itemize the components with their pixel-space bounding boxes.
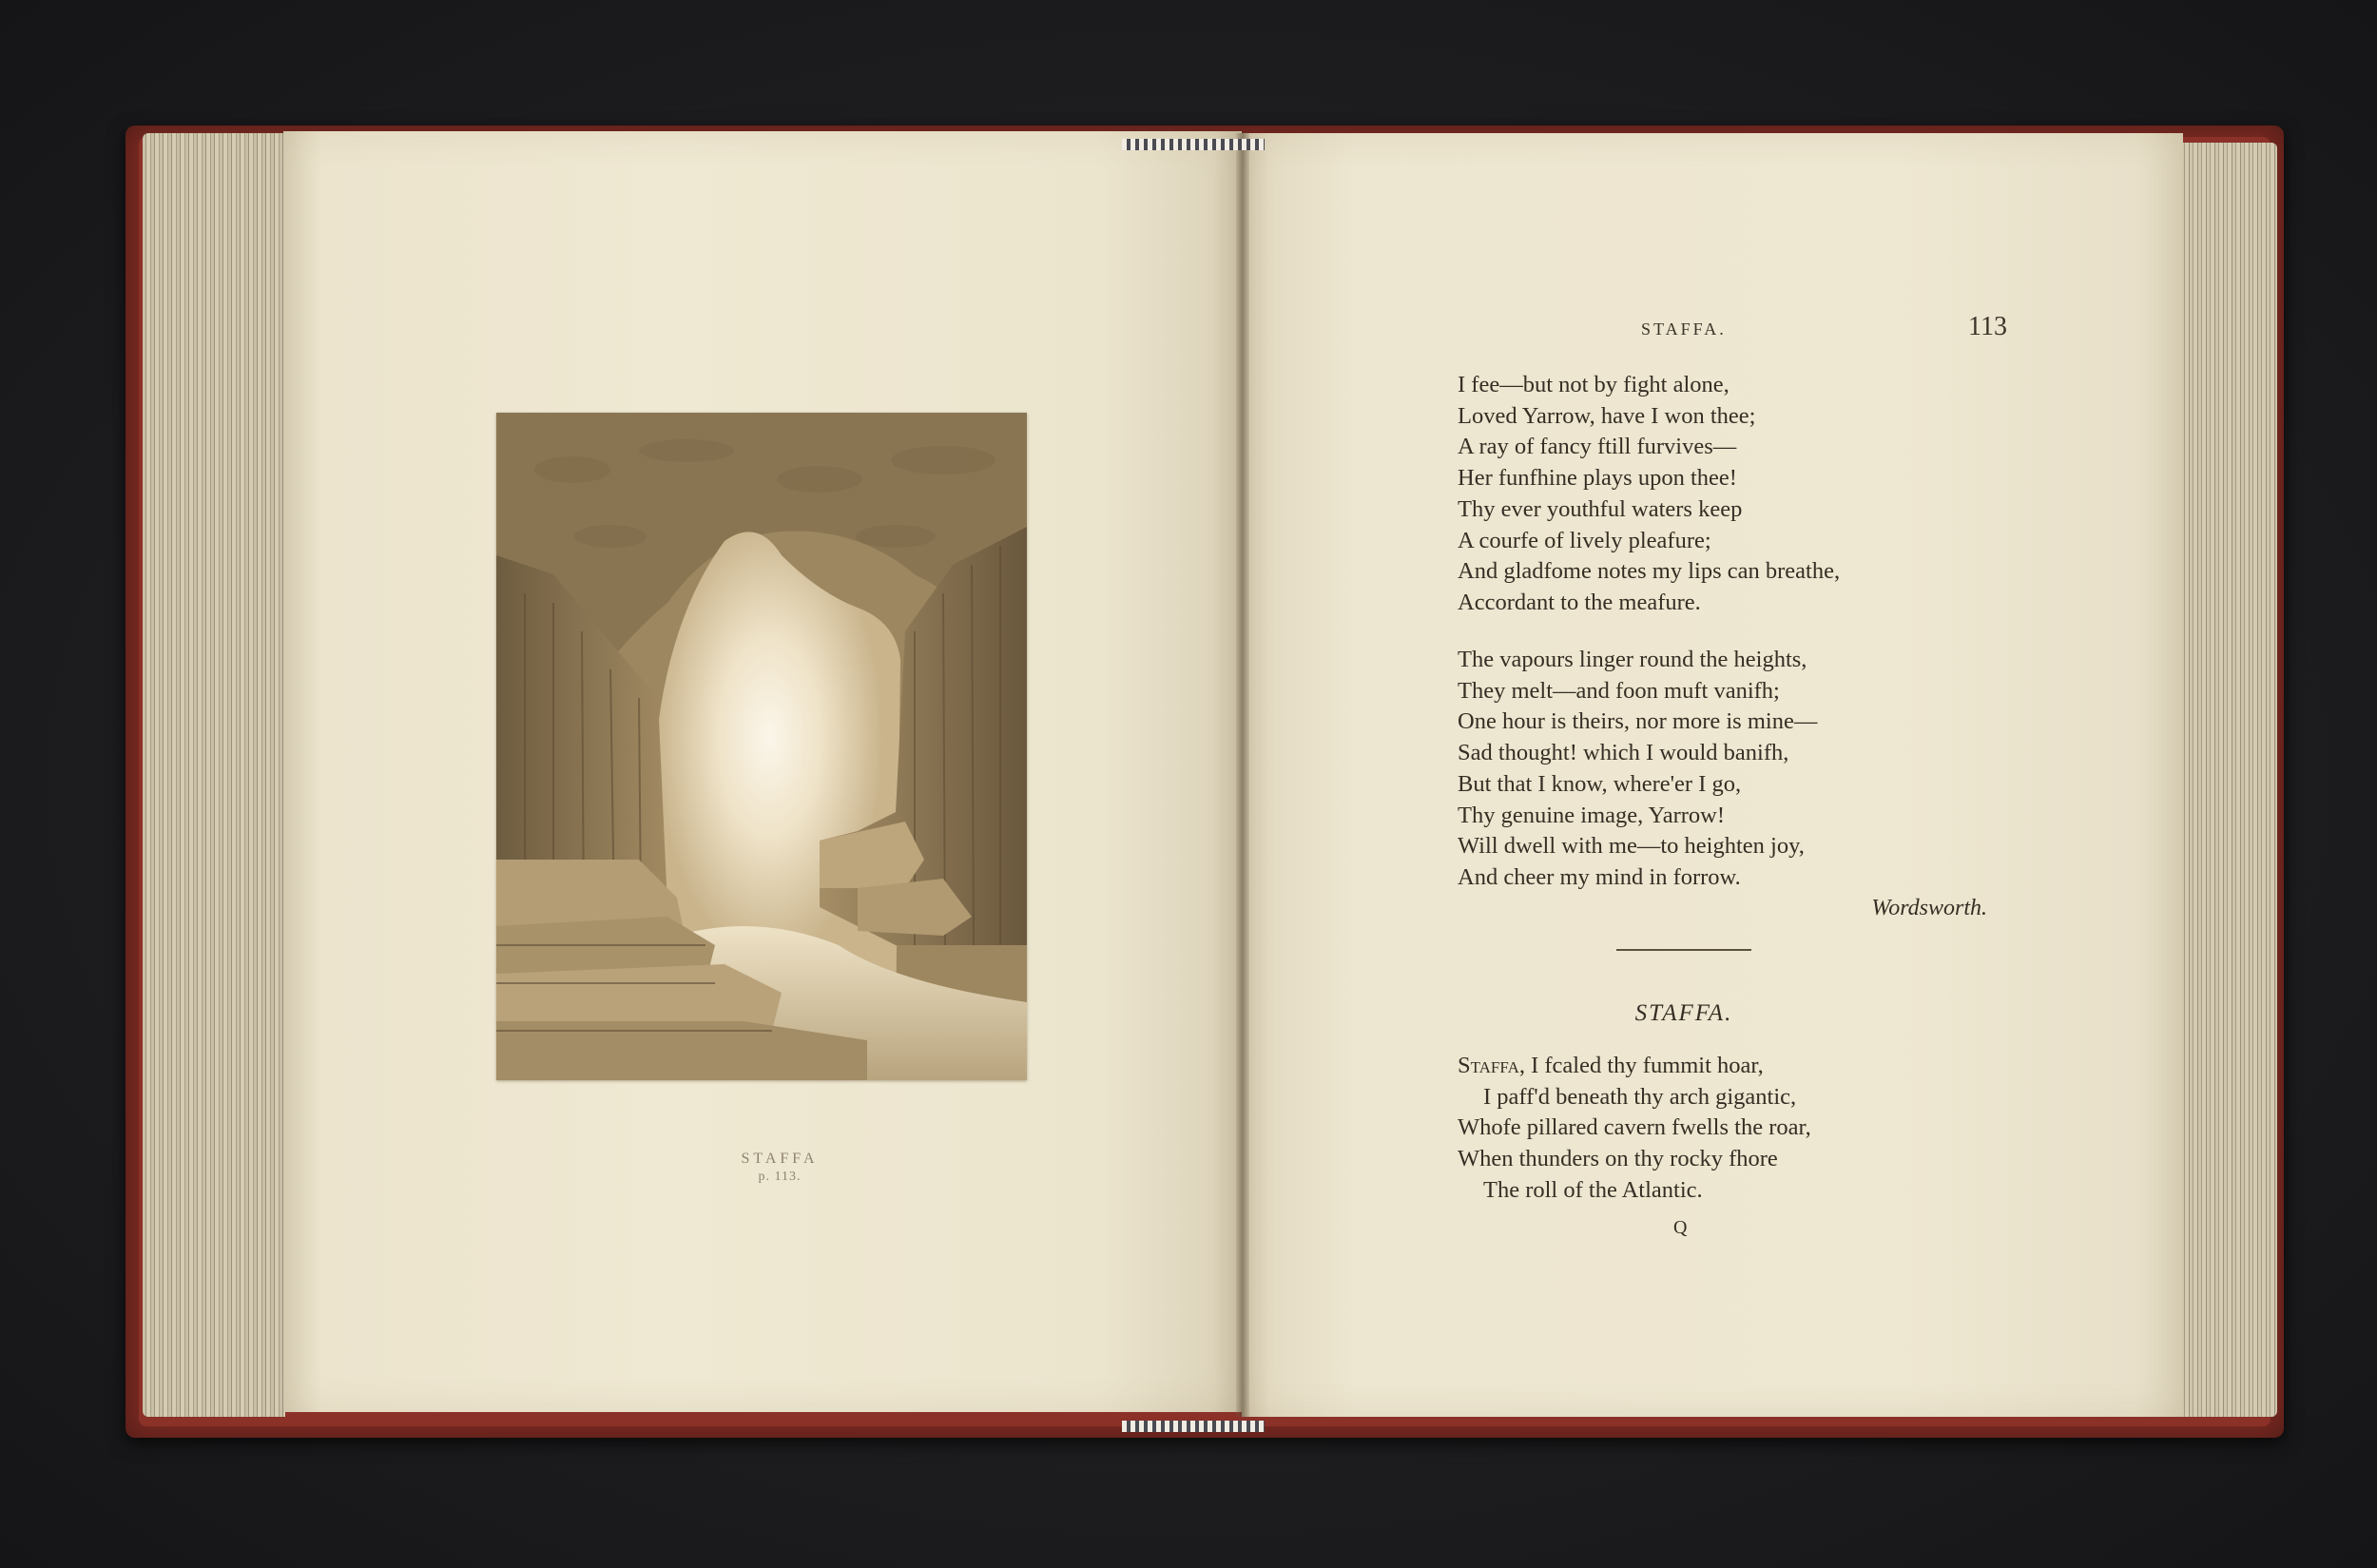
first-line-rest: , I fcaled thy fummit hoar,	[1518, 1053, 1764, 1078]
left-page-stack	[143, 133, 285, 1417]
plate-caption	[685, 1151, 875, 1185]
poem-line: A courfe of lively pleafure;	[1458, 527, 1711, 553]
poem-line: One hour is theirs, nor more is mine—	[1458, 708, 1818, 735]
stanza-3	[1458, 1051, 1811, 1207]
poem-line: The roll of the Atlantic.	[1483, 1176, 1703, 1203]
poem-line: They melt—and foon muft vanifh;	[1458, 677, 1780, 704]
plate-caption-title: STAFFA	[741, 1151, 819, 1167]
first-word-smallcaps: Staffa	[1458, 1053, 1519, 1078]
spine-thread-bottom	[1122, 1421, 1265, 1432]
poem-line: And cheer my mind in forrow.	[1458, 863, 1741, 890]
poem-line: But that I know, where'er I go,	[1458, 770, 1742, 797]
poem-line: The vapours linger round the heights,	[1458, 647, 1807, 672]
poem-line-first	[1458, 1051, 1811, 1082]
poem-line: Thy ever youthful waters keep	[1458, 495, 1743, 522]
running-head: STAFFA.	[1641, 319, 1727, 339]
book-gutter	[1236, 133, 1249, 1417]
cave-photo-image	[496, 413, 1027, 1080]
poem-line: Whofe pillared cavern fwells the roar,	[1458, 1114, 1811, 1141]
poem-line: Sad thought! which I would banifh,	[1458, 740, 1789, 766]
poem-line: I paff'd beneath thy arch gigantic,	[1483, 1083, 1797, 1110]
poem-line: Thy genuine image, Yarrow!	[1458, 802, 1726, 828]
poem-line: A ray of fancy ftill furvives—	[1458, 434, 1737, 460]
stanza-2	[1458, 645, 1817, 894]
signature-mark: Q	[1673, 1217, 1688, 1238]
section-rule	[1616, 949, 1751, 951]
poem-title: STAFFA.	[1634, 1000, 1733, 1026]
right-page-stack	[2168, 143, 2277, 1417]
poem-line: Loved Yarrow, have I won thee;	[1458, 402, 1756, 429]
poem-line: When thunders on thy rocky fhore	[1458, 1146, 1778, 1172]
poem-line: And gladfome notes my lips can breathe,	[1458, 558, 1841, 585]
spine-thread-top	[1122, 139, 1265, 150]
attribution: Wordsworth.	[1871, 896, 1987, 920]
staffa-cave-photograph	[496, 413, 1027, 1080]
page-number: 113	[1968, 312, 2007, 341]
plate-page-reference: p. 113.	[758, 1170, 802, 1184]
poem-line: Will dwell with me—to heighten joy,	[1458, 833, 1805, 860]
poem-line: Accordant to the meafure.	[1458, 589, 1701, 615]
stanza-1	[1458, 370, 1840, 619]
poem-line: Her funfhine plays upon thee!	[1458, 465, 1737, 492]
poem-line: I fee—but not by fight alone,	[1458, 372, 1730, 397]
